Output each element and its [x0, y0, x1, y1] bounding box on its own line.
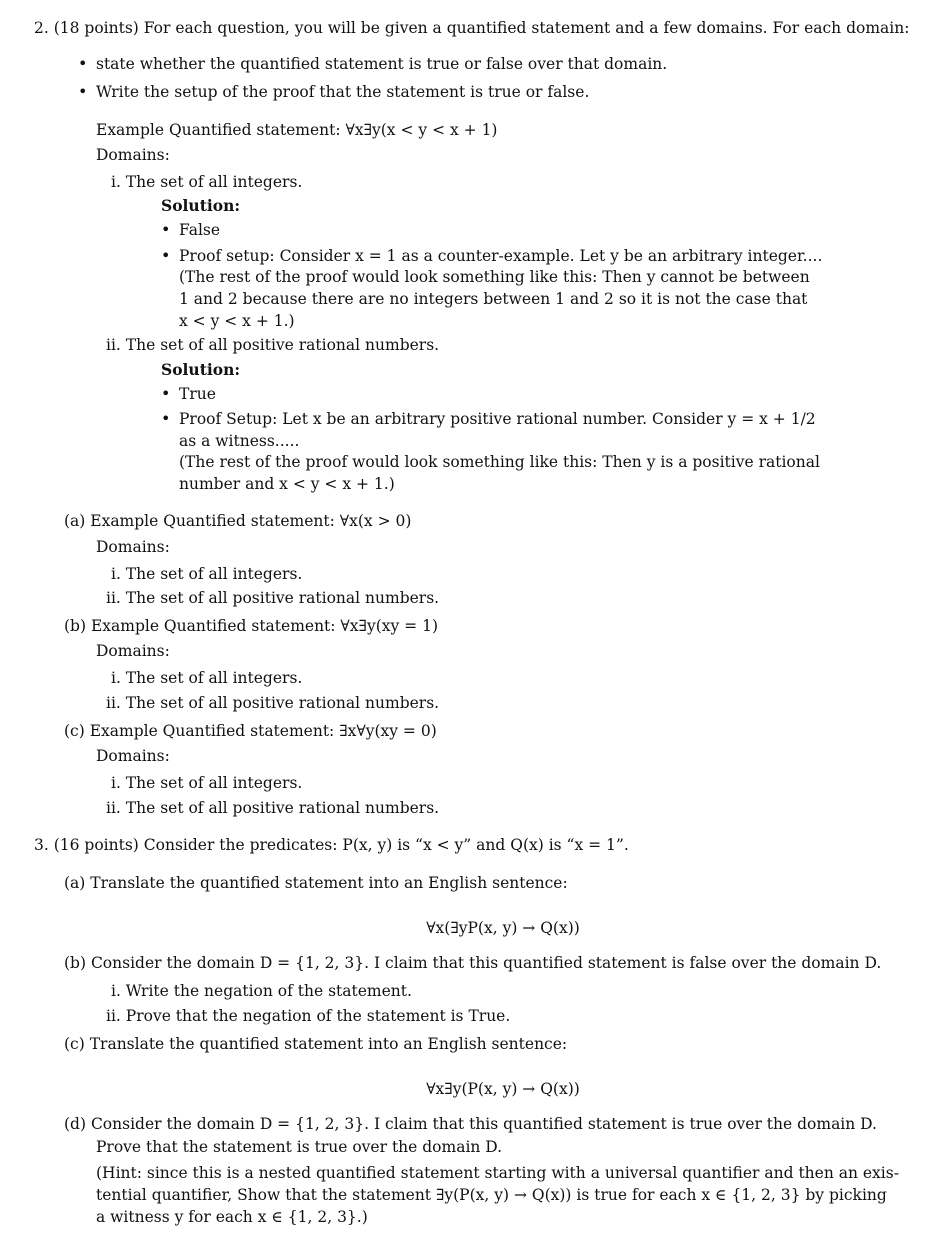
- example-domain-i: i. The set of all integers.: [111, 173, 303, 191]
- bullet-icon: •: [161, 409, 171, 428]
- part-a-domain-ii: ii. The set of all positive rational numbers.: [106, 589, 440, 607]
- proof-setup-line: x < y < x + 1.): [179, 312, 295, 330]
- example-domains-label: Domains:: [96, 146, 170, 164]
- q3-formula-a: ∀x(∃yP(x, y) → Q(x)): [426, 919, 580, 937]
- part-b-domain-i: i. The set of all integers.: [111, 669, 303, 687]
- example-domain-ii: ii. The set of all positive rational numbers.: [106, 336, 440, 354]
- part-c-statement: (c) Example Quantified statement: ∃x∀y(xy = 0): [64, 722, 437, 740]
- part-c-domains-label: Domains:: [96, 747, 170, 765]
- q2-header: 2. (18 points) For each question, you will be given a quantified statement and a few domains. For each domain:: [34, 19, 910, 37]
- proof-setup-line: (The rest of the proof would look something like this: Then y is a positive rational: [179, 453, 820, 471]
- part-a-statement: (a) Example Quantified statement: ∀x(x > 0): [64, 512, 412, 530]
- solution-answer: True: [179, 385, 216, 403]
- part-b-domain-ii: ii. The set of all positive rational numbers.: [106, 694, 440, 712]
- q3-header: 3. (16 points) Consider the predicates: P(x, y) is “x < y” and Q(x) is “x = 1”.: [34, 836, 629, 854]
- proof-setup-line: (The rest of the proof would look something like this: Then y cannot be between: [179, 268, 810, 286]
- q3-hint-line: a witness y for each x ∈ {1, 2, 3}.): [96, 1208, 368, 1226]
- q3-hint-line: (Hint: since this is a nested quantified statement starting with a universal quantifier and then an exis-: [96, 1164, 899, 1182]
- q2-bullet-1: state whether the quantified statement is true or false over that domain.: [96, 55, 668, 73]
- q3-part-b: (b) Consider the domain D = {1, 2, 3}. I claim that this quantified statement is false over the domain D.: [64, 954, 882, 972]
- solution-answer: False: [179, 221, 221, 239]
- bullet-icon: •: [78, 54, 88, 73]
- q3-part-b-ii: ii. Prove that the negation of the statement is True.: [106, 1007, 511, 1025]
- q3-part-a: (a) Translate the quantified statement into an English sentence:: [64, 874, 568, 892]
- solution-label: Solution:: [161, 360, 241, 379]
- bullet-icon: •: [161, 246, 171, 265]
- part-a-domains-label: Domains:: [96, 538, 170, 556]
- example-statement: Example Quantified statement: ∀x∃y(x < y < x + 1): [96, 121, 498, 139]
- part-c-domain-ii: ii. The set of all positive rational numbers.: [106, 799, 440, 817]
- q3-formula-c: ∀x∃y(P(x, y) → Q(x)): [426, 1080, 580, 1098]
- part-a-domain-i: i. The set of all integers.: [111, 565, 303, 583]
- q2-bullet-2: Write the setup of the proof that the statement is true or false.: [96, 83, 590, 101]
- bullet-icon: •: [161, 384, 171, 403]
- q3-part-d-line2: Prove that the statement is true over the domain D.: [96, 1138, 503, 1156]
- bullet-icon: •: [78, 82, 88, 101]
- q3-part-c: (c) Translate the quantified statement into an English sentence:: [64, 1035, 568, 1053]
- q3-part-b-i: i. Write the negation of the statement.: [111, 982, 412, 1000]
- proof-setup-line: as a witness.....: [179, 432, 300, 450]
- proof-setup-line: Proof setup: Consider x = 1 as a counter-example. Let y be an arbitrary integer....: [179, 247, 823, 265]
- part-b-domains-label: Domains:: [96, 642, 170, 660]
- part-c-domain-i: i. The set of all integers.: [111, 774, 303, 792]
- solution-label: Solution:: [161, 196, 241, 215]
- part-b-statement: (b) Example Quantified statement: ∀x∃y(xy = 1): [64, 617, 438, 635]
- bullet-icon: •: [161, 220, 171, 239]
- q3-hint-line: tential quantifier, Show that the statement ∃y(P(x, y) → Q(x)) is true for each x ∈ {1, 2, 3} by picking: [96, 1186, 887, 1204]
- proof-setup-line: 1 and 2 because there are no integers between 1 and 2 so it is not the case that: [179, 290, 808, 308]
- proof-setup-line: number and x < y < x + 1.): [179, 475, 395, 493]
- q3-part-d: (d) Consider the domain D = {1, 2, 3}. I claim that this quantified statement is true over the domain D.: [64, 1115, 877, 1133]
- proof-setup-line: Proof Setup: Let x be an arbitrary positive rational number. Consider y = x + 1/2: [179, 410, 816, 428]
